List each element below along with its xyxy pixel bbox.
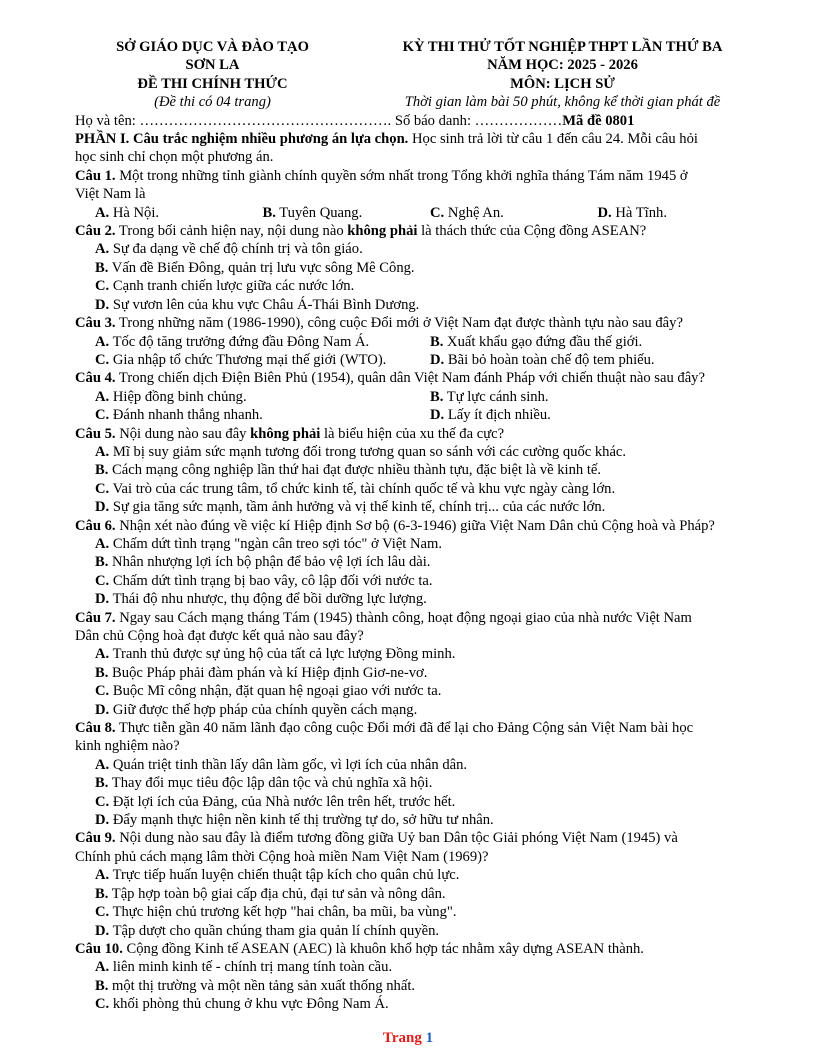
option-key: B. (430, 388, 444, 405)
answer-option-a[interactable] (75, 240, 765, 258)
question-text-end: là thách thức của Cộng đồng ASEAN? (417, 223, 647, 240)
time-allowed: Thời gian làm bài 50 phút, không kể thời gian phát đề (404, 94, 721, 111)
question-text-cont: Chính phủ cách mạng lâm thời Cộng hoà miền Nam Việt Nam (1969)? (75, 848, 489, 865)
option-key: B. (95, 259, 109, 276)
subject: MÔN: LỊCH SỬ (510, 75, 615, 92)
option-key: A. (95, 204, 110, 221)
answer-option-c[interactable] (75, 277, 765, 295)
answer-option-a[interactable] (95, 204, 263, 222)
option-text: Quán triệt tinh thần lấy dân làm gốc, vì lợi ích của nhân dân. (109, 756, 468, 773)
option-key: C. (95, 996, 110, 1013)
question-text-cont: kinh nghiệm nào? (75, 738, 180, 755)
header-left (75, 38, 350, 112)
answer-option-d[interactable] (75, 590, 765, 608)
option-text: Hiệp đồng binh chủng. (109, 388, 247, 405)
option-text: Hà Tĩnh. (611, 204, 667, 221)
answer-option-a[interactable] (75, 645, 765, 663)
option-text: một thị trường và một nền tảng sản xuất thống nhất. (108, 977, 416, 994)
part1-intro (75, 130, 765, 167)
question-1 (75, 167, 765, 222)
answer-option-b[interactable] (75, 461, 765, 479)
question-label: Câu 7. (75, 609, 116, 626)
question-6 (75, 517, 765, 609)
option-text: Trực tiếp huấn luyện chiến thuật tập kích cho quân chủ lực. (109, 867, 460, 884)
answer-option-a[interactable] (95, 333, 430, 351)
question-3 (75, 314, 765, 369)
option-text: Tự lực cánh sinh. (443, 388, 549, 405)
option-text: Giữ được thế hợp pháp của chính quyền cách mạng. (109, 701, 418, 718)
page-footer (0, 1029, 816, 1047)
option-key: D. (95, 296, 110, 313)
question-text-end: là biểu hiện của xu thế đa cực? (320, 425, 505, 442)
question-9 (75, 829, 765, 939)
answer-option-b[interactable] (75, 885, 765, 903)
option-key: B. (95, 554, 109, 571)
option-text: Tranh thủ được sự ủng hộ của tất cả lực lượng Đồng minh. (109, 646, 456, 663)
answer-option-a[interactable] (95, 388, 430, 406)
answer-option-d[interactable] (75, 296, 765, 314)
page-count-note: (Đề thi có 04 trang) (154, 94, 271, 111)
option-text: khối phòng thủ chung ở khu vực Đông Nam Á. (109, 996, 389, 1013)
question-text: Ngay sau Cách mạng tháng Tám (1945) thành công, hoạt động ngoại giao của nhà nước Việt Nam (115, 609, 692, 626)
answer-option-d[interactable] (430, 351, 765, 369)
answer-option-d[interactable] (430, 406, 765, 424)
option-text: Cạnh tranh chiến lược giữa các nước lớn. (109, 278, 355, 295)
option-text: Sự gia tăng sức mạnh, tầm ảnh hưởng và vị thế kinh tế, chính trị... của các nước lớn. (109, 499, 606, 516)
question-text: Nội dung nào sau đây là điểm tương đồng giữa Uỷ ban Dân tộc Giải phóng Việt Nam (1945) và (115, 830, 678, 847)
answer-option-b[interactable] (75, 977, 765, 995)
option-text: Buộc Mĩ công nhận, đặt quan hệ ngoại giao với nước ta. (109, 683, 442, 700)
option-key: C. (95, 904, 110, 921)
option-text: Hà Nội. (109, 204, 160, 221)
option-key: D. (430, 351, 445, 368)
answer-option-b[interactable] (263, 204, 431, 222)
option-text: Xuất khẩu gạo đứng đầu thế giới. (443, 333, 643, 350)
exam-page (75, 38, 765, 1014)
option-text: Nhân nhượng lợi ích bộ phận để bảo vệ lợi ích lâu dài. (108, 554, 431, 571)
answer-options-row2 (75, 406, 765, 424)
question-text-cont: Việt Nam là (75, 186, 146, 203)
option-key: B. (95, 977, 109, 994)
answer-option-d[interactable] (598, 204, 766, 222)
question-label: Câu 8. (75, 720, 116, 737)
answer-option-c[interactable] (75, 995, 765, 1013)
option-key: A. (95, 646, 110, 663)
exam-title: KỲ THI THỬ TỐT NGHIỆP THPT LẦN THỨ BA (402, 39, 723, 55)
question-label: Câu 9. (75, 830, 116, 847)
option-text: Cách mạng công nghiệp lần thứ hai đạt được nhiều thành tựu, đặc biệt là về kinh tế. (108, 462, 602, 479)
question-label: Câu 1. (75, 167, 116, 184)
answer-option-a[interactable] (75, 958, 765, 976)
option-text: Sự vươn lên của khu vực Châu Á-Thái Bình Dương. (109, 296, 420, 313)
option-text: Tốc độ tăng trưởng đứng đầu Đông Nam Á. (109, 333, 370, 350)
answer-option-b[interactable] (75, 664, 765, 682)
option-text: Chấm dứt tình trạng bị bao vây, cô lập đối với nước ta. (109, 572, 433, 589)
option-text: liên minh kinh tế - chính trị mang tính toàn cầu. (109, 959, 393, 976)
option-key: B. (95, 885, 109, 902)
header-right (350, 38, 765, 112)
question-label: Câu 4. (75, 370, 116, 387)
answer-option-c[interactable] (75, 480, 765, 498)
question-label: Câu 5. (75, 425, 116, 442)
option-text: Chấm dứt tình trạng "ngàn cân treo sợi tóc" ở Việt Nam. (109, 535, 443, 552)
option-key: D. (430, 407, 445, 424)
answer-option-b[interactable] (75, 259, 765, 277)
option-text: Đẩy mạnh thực hiện nền kinh tế thị trường tự do, sở hữu tư nhân. (109, 812, 494, 829)
option-key: D. (95, 499, 110, 516)
question-4 (75, 369, 765, 424)
option-text: Đánh nhanh thắng nhanh. (109, 407, 263, 424)
part1-title: PHẦN I. Câu trắc nghiệm nhiều phương án lựa chọn. (75, 131, 409, 148)
answer-option-b[interactable] (75, 774, 765, 792)
option-key: B. (262, 204, 276, 221)
answer-option-a[interactable] (75, 443, 765, 461)
option-key: C. (95, 480, 110, 497)
question-7 (75, 609, 765, 719)
answer-option-a[interactable] (75, 866, 765, 884)
official-exam-label: ĐỀ THI CHÍNH THỨC (137, 75, 288, 92)
option-text: Tập hợp toàn bộ giai cấp địa chủ, đại tư sản và nông dân. (108, 885, 446, 902)
option-key: A. (95, 241, 110, 258)
question-label: Câu 10. (75, 940, 123, 957)
answer-options-row1 (75, 388, 765, 406)
page-number: 1 (425, 1030, 434, 1046)
option-key: C. (95, 278, 110, 295)
question-text: Nội dung nào sau đây (115, 425, 251, 442)
option-text: Vai trò của các trung tâm, tổ chức kinh tế, tài chính quốc tế và khu vực ngày càng lớn. (109, 480, 616, 497)
option-key: B. (430, 333, 444, 350)
part1-instruction: Học sinh trả lời từ câu 1 đến câu 24. Mỗi câu hỏi (408, 131, 698, 148)
answer-option-c[interactable] (430, 204, 598, 222)
answer-option-b[interactable] (75, 553, 765, 571)
page-word: Trang (382, 1030, 422, 1046)
province-name: SƠN LA (185, 57, 240, 74)
option-key: D. (95, 701, 110, 718)
question-8 (75, 719, 765, 829)
option-key: B. (95, 664, 109, 681)
answer-option-c[interactable] (75, 682, 765, 700)
exam-header (75, 38, 765, 112)
question-label: Câu 6. (75, 517, 116, 534)
exam-code: Mã đề 0801 (562, 112, 635, 129)
question-text: Một trong những tỉnh giành chính quyền sớm nhất trong Tổng khởi nghĩa tháng Tám năm 1945 ở (115, 167, 688, 184)
option-key: C. (95, 351, 110, 368)
option-key: A. (95, 959, 110, 976)
answer-option-d[interactable] (75, 922, 765, 940)
answer-option-b[interactable] (430, 333, 765, 351)
answer-option-c[interactable] (95, 351, 430, 369)
option-key: C. (95, 793, 110, 810)
answer-option-c[interactable] (75, 572, 765, 590)
option-key: D. (95, 812, 110, 829)
option-key: C. (430, 204, 445, 221)
option-text: Tập dượt cho quần chúng tham gia quản lí chính quyền. (109, 922, 440, 939)
answer-options (75, 204, 765, 222)
question-emphasis: không phải (250, 425, 321, 442)
school-year: NĂM HỌC: 2025 - 2026 (487, 57, 638, 74)
answer-option-a[interactable] (75, 756, 765, 774)
student-name-and-number: Họ và tên: ……………………………………………. Số báo danh: ……………… (75, 112, 563, 129)
question-text: Thực tiễn gần 40 năm lãnh đạo công cuộc Đổi mới đã để lại cho Đảng Cộng sản Việt Nam bài học (115, 720, 694, 737)
option-text: Sự đa dạng về chế độ chính trị và tôn giáo. (109, 241, 363, 258)
question-5 (75, 425, 765, 517)
option-key: B. (95, 462, 109, 479)
option-key: A. (95, 756, 110, 773)
option-key: A. (95, 333, 110, 350)
question-text: Nhận xét nào đúng về việc kí Hiệp định Sơ bộ (6-3-1946) giữa Việt Nam Dân chủ Cộng hoà và Pháp? (115, 517, 715, 534)
option-text: Thực hiện chủ trương kết hợp "hai chân, ba mũi, ba vùng". (109, 904, 457, 921)
option-text: Tuyên Quang. (275, 204, 363, 221)
option-key: B. (95, 775, 109, 792)
option-text: Thái độ nhu nhược, thụ động để bồi dưỡng lực lượng. (109, 591, 427, 608)
question-label: Câu 2. (75, 223, 116, 240)
answer-option-c[interactable] (75, 793, 765, 811)
option-key: D. (597, 204, 612, 221)
answer-option-d[interactable] (75, 811, 765, 829)
option-text: Lấy ít địch nhiều. (444, 407, 551, 424)
answer-options-row1 (75, 333, 765, 351)
option-key: A. (95, 443, 110, 460)
student-info-line (75, 112, 765, 130)
option-text: Đặt lợi ích của Đảng, của Nhà nước lên trên hết, trước hết. (109, 793, 456, 810)
part1-instruction-cont: học sinh chỉ chọn một phương án. (75, 149, 274, 166)
option-key: A. (95, 867, 110, 884)
option-text: Bãi bỏ hoàn toàn chế độ tem phiếu. (444, 351, 655, 368)
question-label: Câu 3. (75, 315, 116, 332)
option-key: D. (95, 922, 110, 939)
question-2 (75, 222, 765, 314)
answer-option-a[interactable] (75, 535, 765, 553)
question-10 (75, 940, 765, 1014)
option-text: Mĩ bị suy giảm sức mạnh tương đối trong tương quan so sánh với các cường quốc khác. (109, 443, 627, 460)
answer-options-row2 (75, 351, 765, 369)
option-key: C. (95, 407, 110, 424)
option-key: D. (95, 591, 110, 608)
answer-option-c[interactable] (75, 903, 765, 921)
question-text: Trong bối cảnh hiện nay, nội dung nào (115, 223, 348, 240)
option-text: Thay đổi mục tiêu độc lập dân tộc và chủ nghĩa xã hội. (108, 775, 433, 792)
question-text: Trong những năm (1986-1990), công cuộc Đổi mới ở Việt Nam đạt được thành tựu nào sau đây? (115, 315, 683, 332)
department-name: SỞ GIÁO DỤC VÀ ĐÀO TẠO (116, 39, 309, 55)
option-text: Nghệ An. (444, 204, 504, 221)
option-text: Gia nhập tổ chức Thương mại thế giới (WTO). (109, 351, 387, 368)
answer-option-d[interactable] (75, 498, 765, 516)
option-key: C. (95, 572, 110, 589)
option-text: Vấn đề Biển Đông, quản trị lưu vực sông Mê Công. (108, 259, 415, 276)
answer-option-c[interactable] (95, 406, 430, 424)
option-key: C. (95, 683, 110, 700)
question-text-cont: Dân chủ Cộng hoà đạt được kết quả nào sau đây? (75, 628, 364, 644)
option-text: Buộc Pháp phải đàm phán và kí Hiệp định Giơ-ne-vơ. (108, 664, 428, 681)
option-key: A. (95, 535, 110, 552)
answer-option-b[interactable] (430, 388, 765, 406)
option-key: A. (95, 388, 110, 405)
question-text: Cộng đồng Kinh tế ASEAN (AEC) là khuôn khổ hợp tác nhằm xây dựng ASEAN thành. (122, 940, 644, 957)
answer-option-d[interactable] (75, 701, 765, 719)
question-emphasis: không phải (347, 223, 418, 240)
question-text: Trong chiến dịch Điện Biên Phủ (1954), quân dân Việt Nam đánh Pháp với chiến thuật nào sau đây? (115, 370, 705, 387)
